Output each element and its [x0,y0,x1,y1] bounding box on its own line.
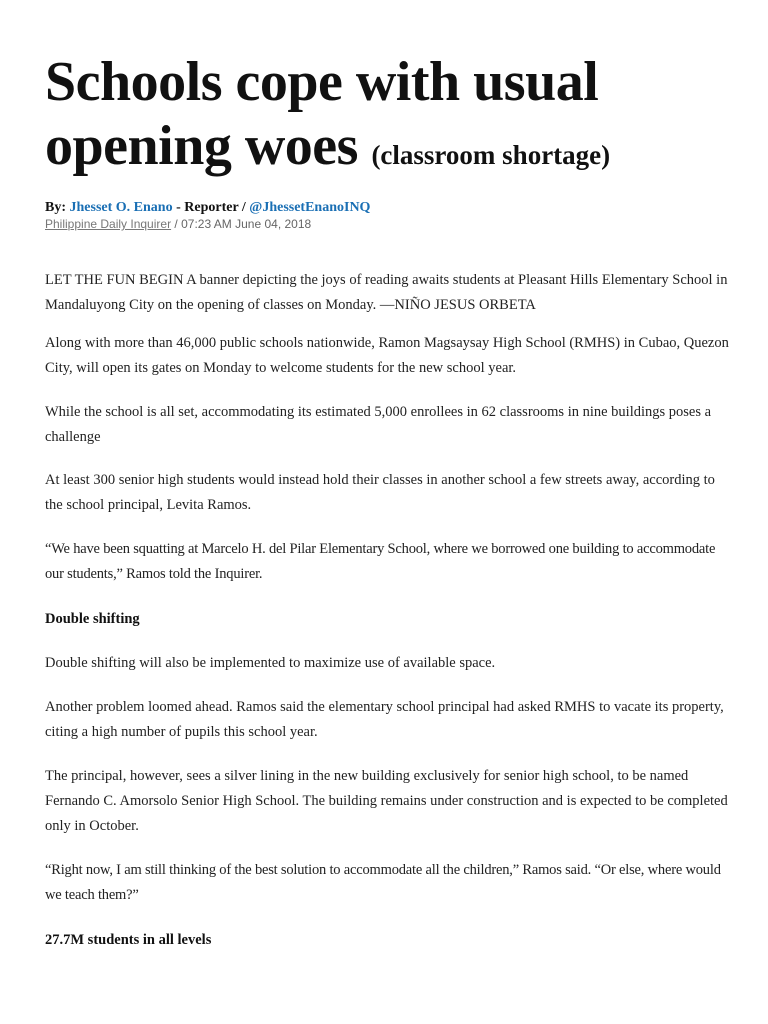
paragraph-5: Another problem loomed ahead. Ramos said the elementary school principal had asked RMHS to vacate its property, citing a high number of pupils this school year. [45,699,724,740]
paragraph-quote-2: “Right now, I am still thinking of the best solution to accommodate all the children,” Ramos said. “Or else, where would we teach them?” [45,862,721,903]
author-link[interactable]: Jhesset O. Enano [69,200,173,215]
paragraph-6: The principal, however, sees a silver lining in the new building exclusively for senior high school, to be named Fernando C. Amorsolo Senior High School. The building remains under construction and is expected to be completed only in October. [45,768,728,834]
byline-prefix: By: [45,200,66,215]
paragraph-1: Along with more than 46,000 public schools nationwide, Ramon Magsaysay High School (RMHS) in Cubao, Quezon City, will open its gates on Monday to welcome students for the new school year. [45,335,729,376]
subhead-students: 27.7M students in all levels [45,932,212,948]
publication-link[interactable]: Philippine Daily Inquirer [45,217,172,231]
byline [45,199,735,217]
article-headline [45,50,735,187]
photo-caption: LET THE FUN BEGIN A banner depicting the joys of reading awaits students at Pleasant Hills Elementary School in Mandaluyong City on the opening of classes on Monday. —NIÑO JESUS ORBETA [45,272,728,313]
paragraph-2: While the school is all set, accommodating its estimated 5,000 enrollees in 62 classrooms in nine buildings poses a challenge [45,404,712,445]
subhead-double-shifting: Double shifting [45,611,140,627]
paragraph-4: Double shifting will also be implemented to maximize use of available space. [45,655,496,671]
article-meta [45,216,735,232]
paragraph-3: At least 300 senior high students would instead hold their classes in another school a few streets away, according to the school principal, Levita Ramos. [45,472,715,513]
twitter-handle-link[interactable]: @JhessetEnanoINQ [249,200,371,215]
publish-timestamp: / 07:23 AM June 04, 2018 [174,217,312,231]
headline-subtitle: (classroom shortage) [371,140,611,170]
headline-main: Schools cope with usual opening woes [45,51,599,177]
byline-role: - Reporter / [176,200,246,215]
paragraph-quote-1: “We have been squatting at Marcelo H. del Pilar Elementary School, where we borrowed one building to accommodate our students,” Ramos told the Inquirer. [45,541,716,582]
